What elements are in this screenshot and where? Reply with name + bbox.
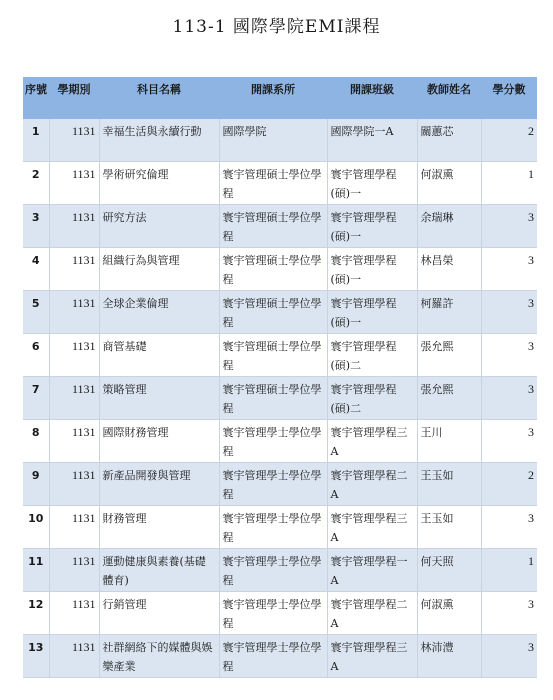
cell-course: 商管基礎 (99, 334, 219, 377)
table-row (23, 291, 537, 334)
cell-dept: 國際學院 (219, 119, 327, 162)
cell-no: 12 (23, 592, 49, 635)
cell-credit: 3 (481, 205, 537, 248)
cell-class: 寰宇管理學程(碩)二 (327, 377, 417, 420)
table-row (23, 463, 537, 506)
header-teacher: 教師姓名 (417, 77, 481, 119)
cell-dept: 寰宇管理學士學位學程 (219, 420, 327, 463)
cell-teacher: 關蕙芯 (417, 119, 481, 162)
table-row (23, 377, 537, 420)
cell-dept: 寰宇管理碩士學位學程 (219, 162, 327, 205)
cell-course: 全球企業倫理 (99, 291, 219, 334)
cell-dept: 寰宇管理學士學位學程 (219, 592, 327, 635)
cell-credit: 3 (481, 248, 537, 291)
cell-credit: 3 (481, 635, 537, 678)
cell-class: 寰宇管理學程二A (327, 463, 417, 506)
cell-semester: 1131 (49, 592, 99, 635)
cell-semester: 1131 (49, 119, 99, 162)
table-row (23, 549, 537, 592)
cell-teacher: 王玉如 (417, 506, 481, 549)
table-row (23, 119, 537, 162)
cell-semester: 1131 (49, 549, 99, 592)
cell-semester: 1131 (49, 291, 99, 334)
cell-credit: 3 (481, 334, 537, 377)
header-semester: 學期別 (49, 77, 99, 119)
cell-course: 運動健康與素養(基礎體育) (99, 549, 219, 592)
cell-class: 寰宇管理學程(碩)一 (327, 291, 417, 334)
cell-dept: 寰宇管理學士學位學程 (219, 463, 327, 506)
cell-semester: 1131 (49, 377, 99, 420)
cell-dept: 寰宇管理碩士學位學程 (219, 334, 327, 377)
cell-class: 寰宇管理學程(碩)二 (327, 334, 417, 377)
cell-teacher: 何淑熏 (417, 162, 481, 205)
cell-semester: 1131 (49, 463, 99, 506)
cell-teacher: 張允熙 (417, 377, 481, 420)
cell-teacher: 余瑞琳 (417, 205, 481, 248)
cell-semester: 1131 (49, 506, 99, 549)
course-table (23, 77, 537, 678)
cell-course: 行銷管理 (99, 592, 219, 635)
cell-semester: 1131 (49, 205, 99, 248)
cell-no: 7 (23, 377, 49, 420)
cell-credit: 3 (481, 592, 537, 635)
table-row (23, 162, 537, 205)
cell-teacher: 張允熙 (417, 334, 481, 377)
cell-no: 3 (23, 205, 49, 248)
cell-dept: 寰宇管理碩士學位學程 (219, 205, 327, 248)
table-row (23, 506, 537, 549)
cell-teacher: 王玉如 (417, 463, 481, 506)
cell-course: 國際財務管理 (99, 420, 219, 463)
cell-teacher: 何天照 (417, 549, 481, 592)
cell-credit: 1 (481, 162, 537, 205)
cell-course: 社群網絡下的媒體與娛樂產業 (99, 635, 219, 678)
cell-credit: 2 (481, 463, 537, 506)
cell-class: 寰宇管理學程三A (327, 635, 417, 678)
cell-dept: 寰宇管理碩士學位學程 (219, 248, 327, 291)
cell-no: 8 (23, 420, 49, 463)
table-header-row (23, 77, 537, 119)
header-class: 開課班級 (327, 77, 417, 119)
cell-course: 幸福生活與永續行動 (99, 119, 219, 162)
cell-no: 9 (23, 463, 49, 506)
cell-course: 研究方法 (99, 205, 219, 248)
cell-no: 1 (23, 119, 49, 162)
header-course: 科目名稱 (99, 77, 219, 119)
cell-class: 寰宇管理學程三A (327, 506, 417, 549)
table-row (23, 334, 537, 377)
cell-dept: 寰宇管理碩士學位學程 (219, 291, 327, 334)
table-row (23, 635, 537, 678)
table-row (23, 248, 537, 291)
cell-dept: 寰宇管理學士學位學程 (219, 635, 327, 678)
cell-course: 組織行為與管理 (99, 248, 219, 291)
page-title: 113-1 國際學院EMI課程 (172, 17, 381, 37)
cell-credit: 3 (481, 420, 537, 463)
cell-credit: 3 (481, 291, 537, 334)
cell-semester: 1131 (49, 162, 99, 205)
cell-semester: 1131 (49, 420, 99, 463)
cell-semester: 1131 (49, 248, 99, 291)
cell-no: 13 (23, 635, 49, 678)
cell-teacher: 林沛澧 (417, 635, 481, 678)
cell-class: 寰宇管理學程二A (327, 592, 417, 635)
course-table-body (23, 119, 537, 678)
cell-course: 新產品開發與管理 (99, 463, 219, 506)
cell-credit: 2 (481, 119, 537, 162)
cell-class: 寰宇管理學程(碩)一 (327, 205, 417, 248)
cell-semester: 1131 (49, 334, 99, 377)
cell-class: 寰宇管理學程三A (327, 420, 417, 463)
cell-credit: 1 (481, 549, 537, 592)
cell-dept: 寰宇管理碩士學位學程 (219, 377, 327, 420)
header-credit: 學分數 (481, 77, 537, 119)
table-row (23, 205, 537, 248)
cell-teacher: 柯羅許 (417, 291, 481, 334)
cell-no: 10 (23, 506, 49, 549)
table-row (23, 592, 537, 635)
cell-teacher: 何淑熏 (417, 592, 481, 635)
cell-class: 寰宇管理學程(碩)一 (327, 162, 417, 205)
cell-teacher: 王川 (417, 420, 481, 463)
cell-class: 國際學院一A (327, 119, 417, 162)
cell-no: 5 (23, 291, 49, 334)
cell-credit: 3 (481, 506, 537, 549)
cell-no: 2 (23, 162, 49, 205)
cell-class: 寰宇管理學程(碩)一 (327, 248, 417, 291)
cell-semester: 1131 (49, 635, 99, 678)
cell-no: 11 (23, 549, 49, 592)
cell-course: 策略管理 (99, 377, 219, 420)
header-dept: 開課系所 (219, 77, 327, 119)
cell-class: 寰宇管理學程一A (327, 549, 417, 592)
cell-dept: 寰宇管理學士學位學程 (219, 549, 327, 592)
cell-teacher: 林昌榮 (417, 248, 481, 291)
cell-credit: 3 (481, 377, 537, 420)
header-no: 序號 (23, 77, 49, 119)
cell-course: 財務管理 (99, 506, 219, 549)
table-row (23, 420, 537, 463)
cell-no: 4 (23, 248, 49, 291)
cell-dept: 寰宇管理學士學位學程 (219, 506, 327, 549)
cell-course: 學術研究倫理 (99, 162, 219, 205)
cell-no: 6 (23, 334, 49, 377)
